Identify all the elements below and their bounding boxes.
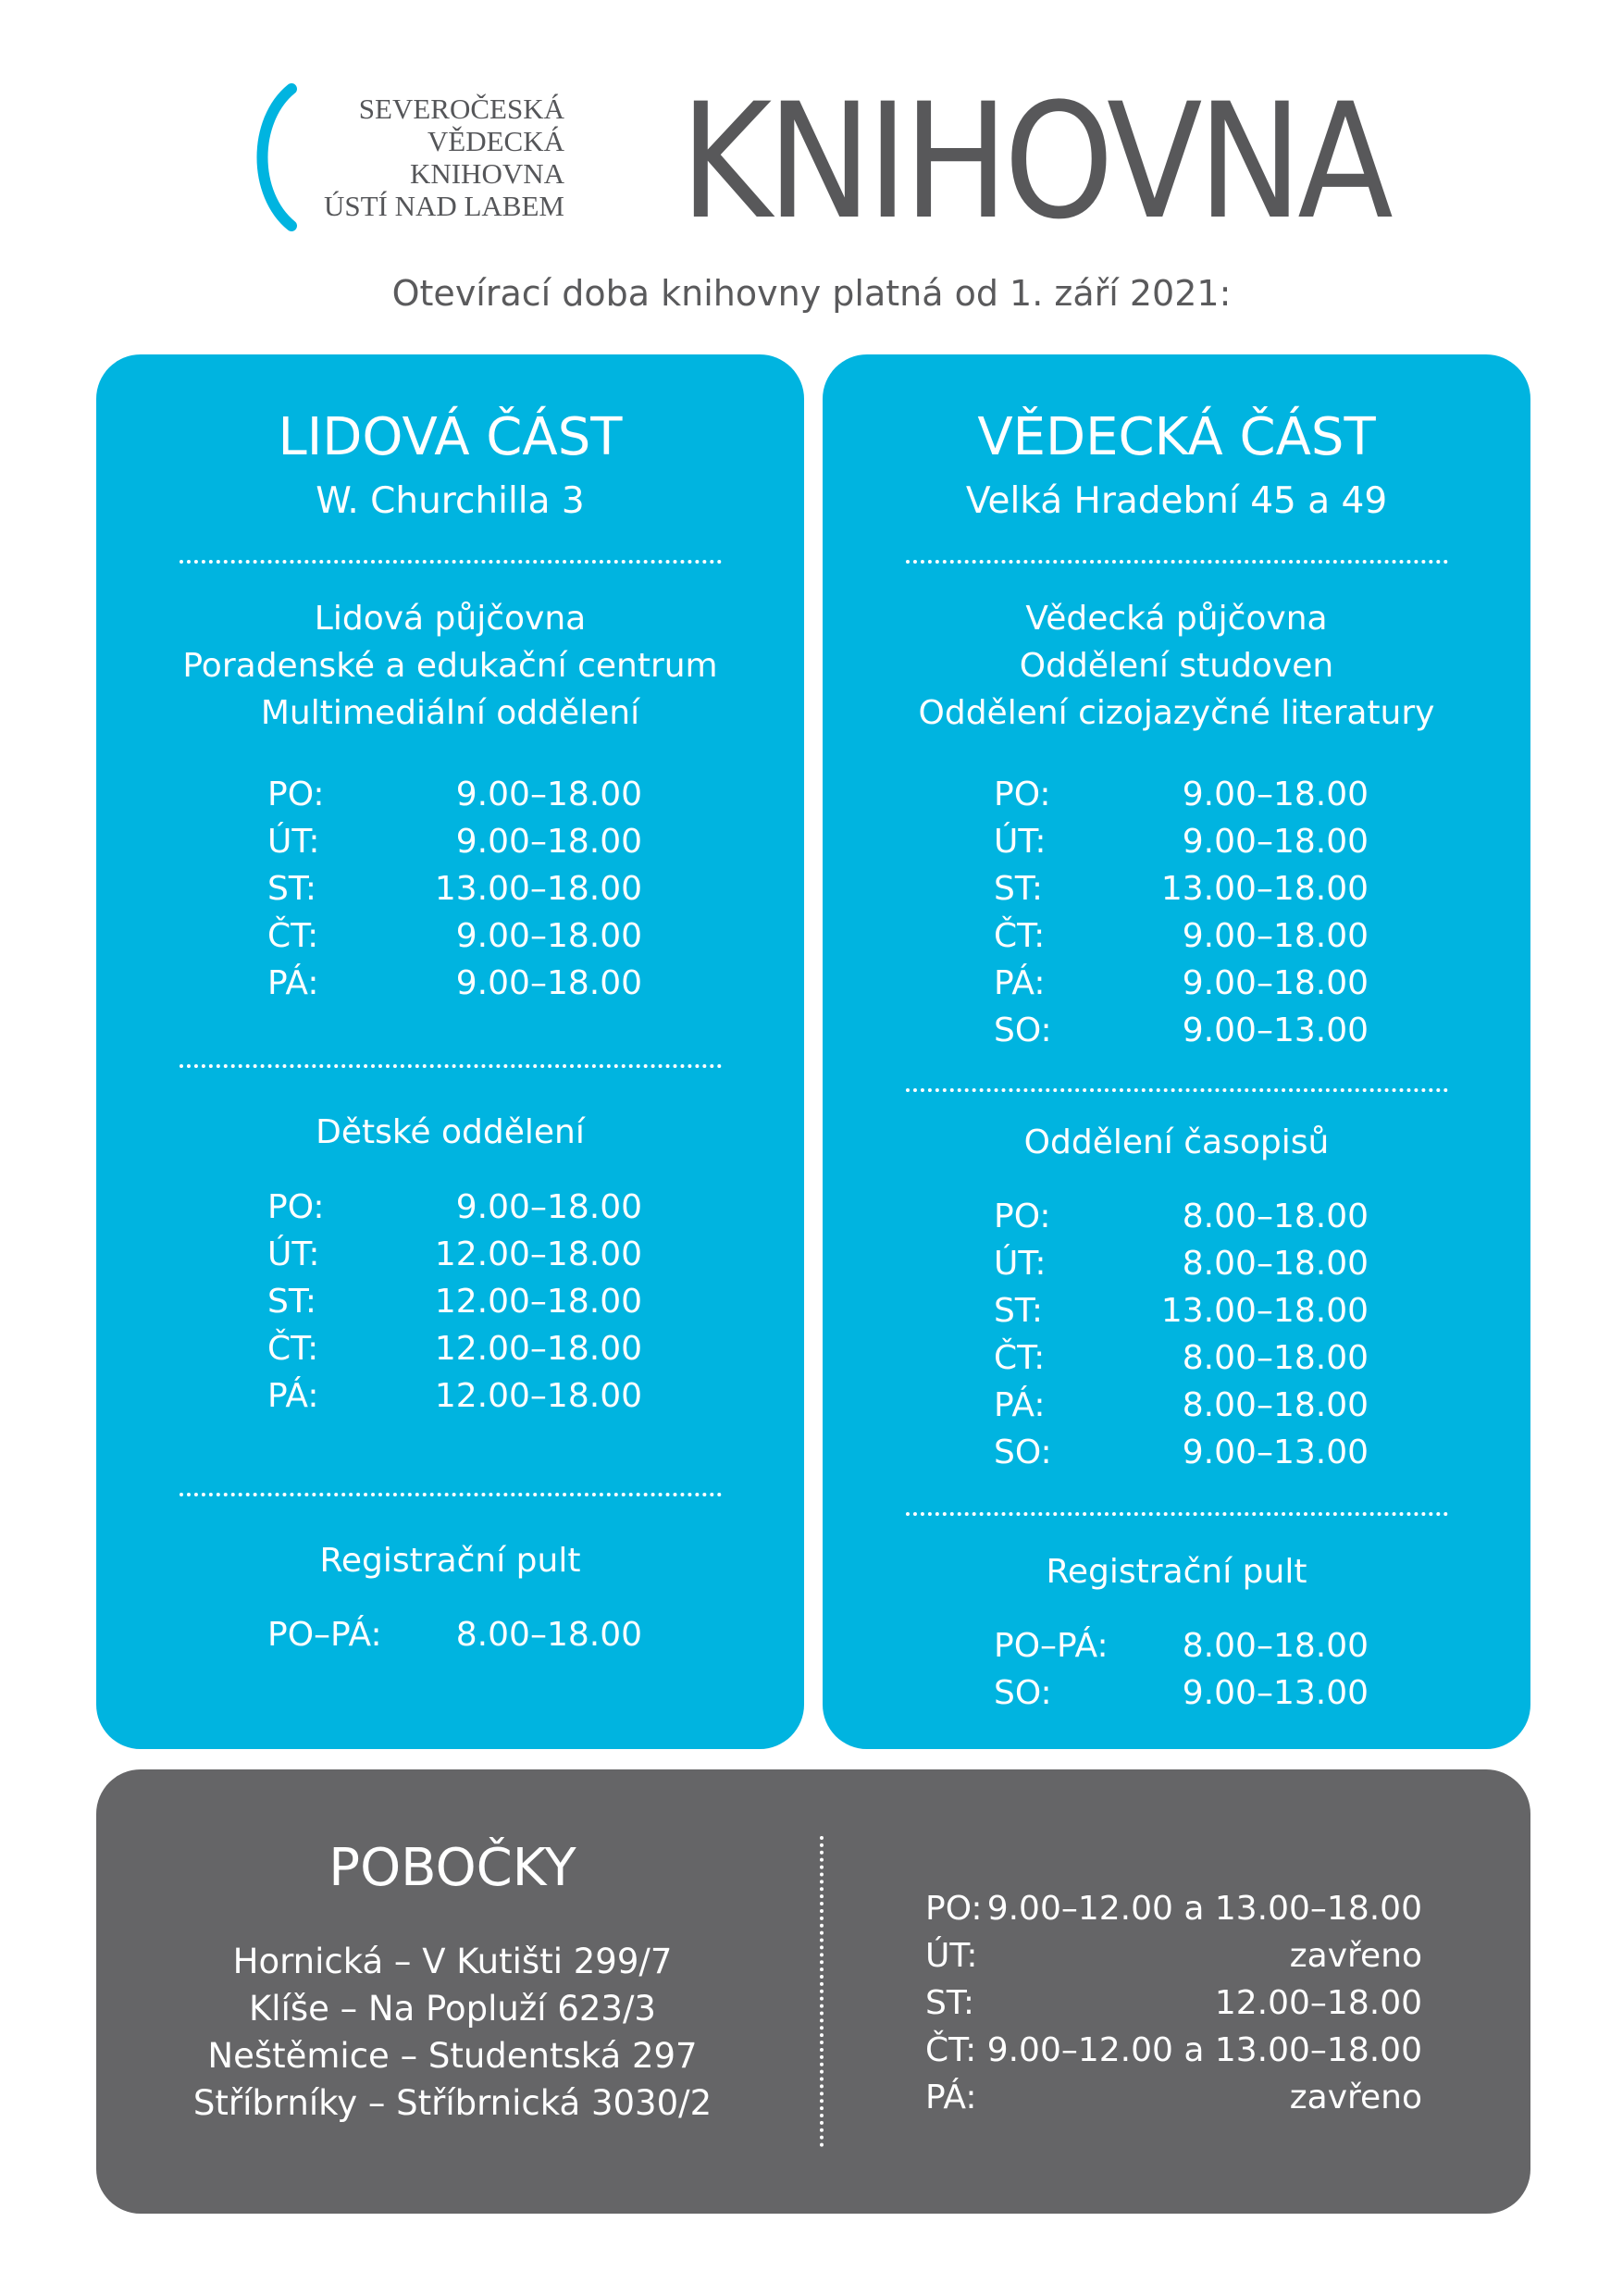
hours-row	[96, 1231, 804, 1278]
time-value: 8.00–18.00	[455, 1616, 642, 1654]
hours-table	[96, 1184, 804, 1420]
time-value: 9.00–18.00	[455, 917, 642, 955]
logo-line: KNIHOVNA	[409, 157, 564, 190]
time-value: 8.00–18.00	[1182, 1627, 1369, 1665]
panel-heading: POBOČKY	[328, 1838, 576, 1898]
time-value: 12.00–18.00	[1214, 1984, 1422, 2022]
day-label: ČT:	[994, 917, 1046, 955]
hours-row	[823, 912, 1530, 960]
section-name: Oddělení cizojazyčné literatury	[918, 694, 1435, 732]
hours-row	[823, 1382, 1530, 1429]
day-label: PÁ:	[267, 1377, 319, 1415]
dotted-divider	[906, 1088, 1448, 1092]
dotted-divider	[906, 1512, 1448, 1516]
time-value: 12.00–18.00	[434, 1283, 642, 1321]
time-value: zavřeno	[1289, 1937, 1422, 1975]
hours-row	[96, 1980, 1530, 2027]
hours-table	[823, 1622, 1530, 1717]
day-label: ÚT:	[994, 1245, 1047, 1283]
day-label: PO:	[925, 1890, 983, 1928]
section-name: Lidová půjčovna	[314, 600, 587, 638]
section-name: Registrační pult	[319, 1542, 581, 1580]
opening-hours-subtitle: Otevírací doba knihovny platná od 1. září 2021:	[391, 273, 1232, 314]
hours-table	[96, 771, 804, 1007]
day-label: SO:	[994, 1011, 1052, 1049]
branch-address: Klíše – Na Popluží 623/3	[249, 1989, 656, 2029]
hours-table	[96, 1885, 1530, 2121]
day-label: ST:	[267, 1283, 317, 1321]
day-label: ST:	[994, 1292, 1044, 1330]
hours-row	[96, 771, 804, 818]
day-label: ÚT:	[267, 1235, 320, 1273]
day-label: ST:	[994, 870, 1044, 908]
hours-row	[823, 1622, 1530, 1669]
day-label: PÁ:	[994, 964, 1046, 1002]
time-value: 12.00–18.00	[434, 1235, 642, 1273]
branch-address: Hornická – V Kutišti 299/7	[232, 1942, 673, 1981]
time-value: 9.00–13.00	[1182, 1011, 1369, 1049]
time-value: zavřeno	[1289, 2079, 1422, 2116]
time-value: 9.00–12.00 a 13.00–18.00	[986, 1890, 1422, 1928]
day-label: PÁ:	[267, 964, 319, 1002]
day-label: PO:	[994, 1198, 1051, 1235]
section-name: Vědecká půjčovna	[1025, 600, 1328, 638]
day-label: ČT:	[267, 1330, 319, 1368]
hours-row	[96, 1278, 804, 1325]
time-value: 8.00–18.00	[1182, 1198, 1369, 1235]
hours-row	[96, 1885, 1530, 1932]
hours-row	[823, 1287, 1530, 1334]
hours-row	[823, 1669, 1530, 1717]
hours-row	[823, 865, 1530, 912]
hours-row	[823, 1007, 1530, 1054]
time-value: 9.00–18.00	[1182, 964, 1369, 1002]
time-value: 13.00–18.00	[1160, 870, 1369, 908]
logo-line: VĚDECKÁ	[427, 125, 564, 157]
page-title: KNIHOVNA	[680, 68, 1389, 254]
hours-row	[823, 818, 1530, 865]
time-value: 12.00–18.00	[434, 1330, 642, 1368]
time-value: 9.00–18.00	[1182, 823, 1369, 861]
hours-table	[823, 771, 1530, 1054]
section-name: Multimediální oddělení	[260, 694, 640, 732]
day-label: ČT:	[994, 1339, 1046, 1377]
pobocky-panel	[96, 1769, 1530, 2214]
lidova-cast-panel	[96, 354, 804, 1749]
hours-row	[823, 960, 1530, 1007]
logo-line: SEVEROČESKÁ	[358, 93, 564, 125]
day-label: ST:	[925, 1984, 975, 2022]
panel-address: Velká Hradební 45 a 49	[965, 480, 1388, 522]
time-value: 9.00–18.00	[455, 964, 642, 1002]
time-value: 9.00–13.00	[1182, 1674, 1369, 1712]
hours-row	[96, 1184, 804, 1231]
hours-row	[96, 1932, 1530, 1980]
hours-row	[823, 1193, 1530, 1240]
time-value: 12.00–18.00	[434, 1377, 642, 1415]
day-label: PO–PÁ:	[994, 1627, 1109, 1665]
hours-row	[96, 818, 804, 865]
hours-row	[96, 912, 804, 960]
section-name: Registrační pult	[1046, 1553, 1307, 1591]
panel-address: W. Churchilla 3	[316, 480, 585, 522]
hours-row	[823, 1429, 1530, 1476]
dotted-divider	[180, 1064, 722, 1068]
dotted-divider	[180, 1493, 722, 1496]
hours-row	[96, 2074, 1530, 2121]
time-value: 9.00–13.00	[1182, 1433, 1369, 1471]
hours-row	[96, 1372, 804, 1420]
day-label: ČT:	[267, 917, 319, 955]
day-label: PO:	[267, 1188, 325, 1226]
section-name: Dětské oddělení	[316, 1113, 585, 1151]
hours-row	[823, 1334, 1530, 1382]
hours-row	[96, 865, 804, 912]
day-label: ÚT:	[994, 823, 1047, 861]
section-name: Oddělení časopisů	[1023, 1123, 1330, 1161]
day-label: ČT:	[925, 2031, 977, 2069]
day-label: ST:	[267, 870, 317, 908]
day-label: ÚT:	[925, 1937, 978, 1975]
branch-address: Stříbrníky – Stříbrnická 3030/2	[192, 2083, 712, 2123]
section-name: Oddělení studoven	[1019, 647, 1334, 685]
day-label: SO:	[994, 1674, 1052, 1712]
hours-table	[823, 1193, 1530, 1476]
time-value: 9.00–18.00	[455, 823, 642, 861]
logo-line: ÚSTÍ NAD LABEM	[323, 190, 564, 222]
hours-row	[96, 2027, 1530, 2074]
vedecka-cast-panel	[823, 354, 1530, 1749]
hours-row	[96, 1611, 804, 1658]
day-label: ÚT:	[267, 823, 320, 861]
time-value: 8.00–18.00	[1182, 1386, 1369, 1424]
day-label: SO:	[994, 1433, 1052, 1471]
time-value: 8.00–18.00	[1182, 1245, 1369, 1283]
panel-heading: LIDOVÁ ČÁST	[278, 407, 623, 467]
day-label: PO:	[994, 776, 1051, 813]
time-value: 9.00–18.00	[455, 1188, 642, 1226]
hours-row	[96, 1325, 804, 1372]
time-value: 13.00–18.00	[1160, 1292, 1369, 1330]
branch-address: Neštěmice – Studentská 297	[207, 2036, 698, 2076]
library-logo-text	[305, 93, 564, 222]
hours-row	[823, 771, 1530, 818]
time-value: 9.00–18.00	[1182, 776, 1369, 813]
day-label: PO–PÁ:	[267, 1616, 382, 1654]
day-label: PO:	[267, 776, 325, 813]
time-value: 9.00–18.00	[455, 776, 642, 813]
day-label: PÁ:	[925, 2079, 977, 2116]
dotted-divider	[906, 560, 1448, 564]
hours-row	[823, 1240, 1530, 1287]
time-value: 9.00–12.00 a 13.00–18.00	[986, 2031, 1422, 2069]
time-value: 13.00–18.00	[434, 870, 642, 908]
section-name: Poradenské a edukační centrum	[182, 647, 718, 685]
panel-heading: VĚDECKÁ ČÁST	[977, 407, 1376, 467]
time-value: 8.00–18.00	[1182, 1339, 1369, 1377]
hours-row	[96, 960, 804, 1007]
time-value: 9.00–18.00	[1182, 917, 1369, 955]
dotted-divider	[180, 560, 722, 564]
day-label: PÁ:	[994, 1386, 1046, 1424]
hours-table	[96, 1611, 804, 1658]
